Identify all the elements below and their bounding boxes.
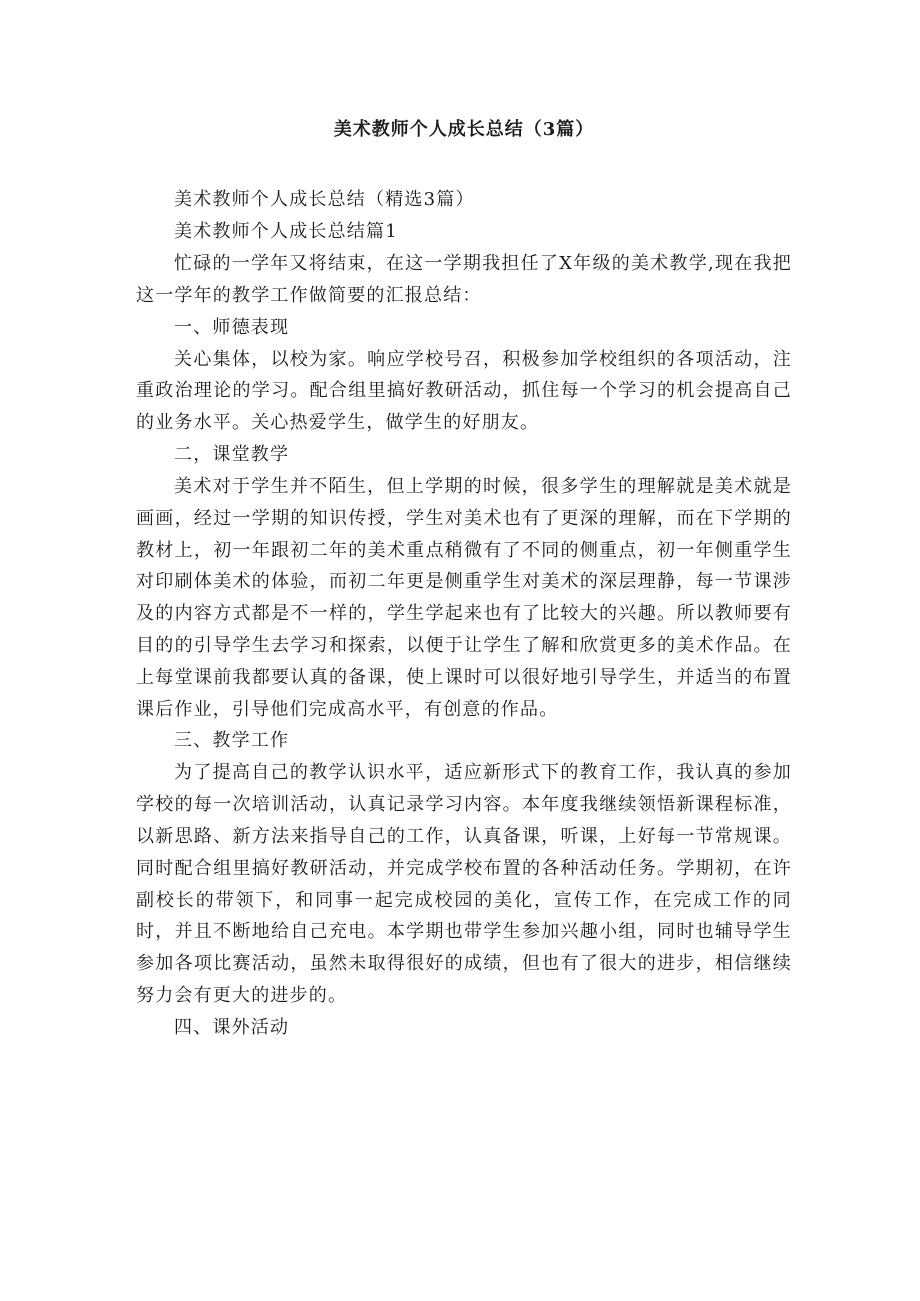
document-subtitle: 美术教师个人成长总结（精选3篇） <box>174 189 475 210</box>
section-heading-teaching: 三、教学工作 <box>174 730 290 752</box>
document-page <box>136 116 792 1044</box>
section-body-teaching: 为了提高自己的教学认识水平，适应新形式下的教育工作，我认真的参加学校的每一次培训活动，认真记录学习内容。本年度我继续领悟新课程标准，以新思路、新方法来指导自己的工作，认真备课，听课，上好每一节常规课。同时配合组里搞好教研活动，并完成学校布置的各种活动任务。学期初，在许副校长的带领下，和同事一起完成校园的美化，宣传工作，在完成工作的同时，并且不断地给自己充电。本学期也带学生参加兴趣小组，同时也辅导学生参加各项比赛活动，虽然未取得很好的成绩，但也有了很大的进步，相信继续努力会有更大的进步的。 <box>136 762 792 1006</box>
section-heading-classroom: 二，课堂教学 <box>174 443 290 465</box>
section-body-ethics: 关心集体，以校为家。响应学校号召，积极参加学校组织的各项活动，注重政治理论的学习。配合组里搞好教研活动，抓住每一个学习的机会提高自己的业务水平。关心热爱学生，做学生的好朋友。 <box>136 348 792 434</box>
section-body-classroom: 美术对于学生并不陌生，但上学期的时候，很多学生的理解就是美术就是画画，经过一学期的知识传授，学生对美术也有了更深的理解，而在下学期的教材上，初一年跟初二年的美术重点稍微有了不同的侧重点，初一年侧重学生对印刷体美术的体验，而初二年更是侧重学生对美术的深层理静，每一节课涉及的内容方式都是不一样的，学生学起来也有了比较大的兴趣。所以教师要有目的的引导学生去学习和探索，以便于让学生了解和欣赏更多的美术作品。在上每堂课前我都要认真的备课，使上课时可以很好地引导学生，并适当的布置课后作业，引导他们完成高水平，有创意的作品。 <box>136 475 792 720</box>
intro-paragraph: 忙碌的一学年又将结束，在这一学期我担任了X年级的美术教学,现在我把这一学年的教学工作做简要的汇报总结： <box>136 253 792 306</box>
section-heading-ethics: 一、师德表现 <box>174 316 290 338</box>
section-heading-extracurricular: 四、课外活动 <box>174 1016 290 1038</box>
document-title: 美术教师个人成长总结（3篇） <box>333 119 595 140</box>
article-heading: 美术教师个人成长总结篇1 <box>174 221 398 242</box>
